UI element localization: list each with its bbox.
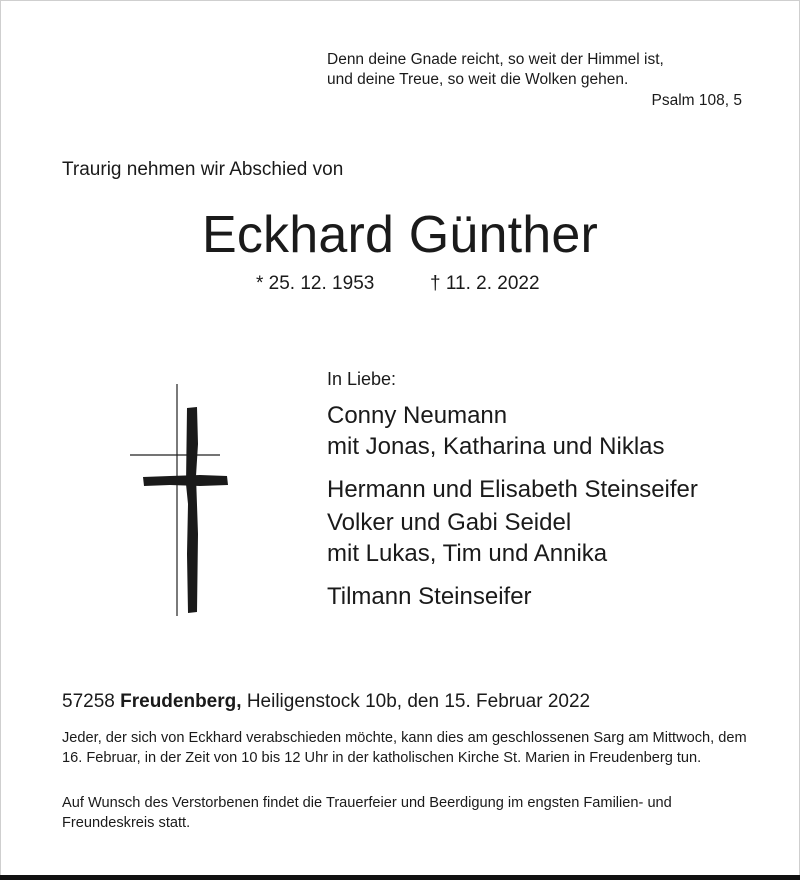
- funeral-notice: Auf Wunsch des Verstorbenen findet die Trauerfeier und Beerdigung im engsten Familien- und Freundeskreis statt.: [62, 795, 672, 831]
- mourners-heading: In Liebe:: [327, 369, 397, 389]
- quote-line: und deine Treue, so weit die Wolken gehen.: [327, 71, 629, 88]
- postcode: 57258: [62, 691, 115, 712]
- mourner-group: [327, 507, 698, 569]
- deceased-name: Eckhard Günther: [201, 206, 599, 264]
- mourner-line: Volker und Gabi Seidel: [327, 509, 572, 536]
- address-rest: Heiligenstock 10b, den 15. Februar 2022: [246, 691, 591, 712]
- mourner-line: mit Jonas, Katharina und Niklas: [327, 433, 665, 460]
- mourner-line: Conny Neumann: [327, 402, 508, 429]
- psalm-quote: [327, 50, 747, 111]
- mourner-group: [327, 400, 698, 462]
- viewing-notice: Jeder, der sich von Eckhard verabschieden möchte, kann dies am geschlossenen Sarg am Mittwoch, dem 16. Februar, in der Zeit von 10 bis 12 Uhr in der katholischen Kirche St. Marien in Freudenberg tun.: [62, 730, 747, 766]
- mourner-line: mit Lukas, Tim und Annika: [327, 540, 608, 567]
- mourner-group: [327, 581, 698, 612]
- mourner-line: Tilmann Steinseifer: [327, 583, 532, 610]
- cross-icon: [130, 384, 230, 616]
- mourner-group: [327, 474, 698, 505]
- intro-text: Traurig nehmen wir Abschied von: [62, 159, 344, 180]
- quote-line: Denn deine Gnade reicht, so weit der Himmel ist,: [327, 51, 664, 68]
- mourner-line: Hermann und Elisabeth Steinseifer: [327, 476, 698, 503]
- city: Freudenberg,: [120, 691, 242, 712]
- quote-source: Psalm 108, 5: [651, 92, 742, 109]
- mourners-list: [327, 400, 698, 624]
- birth-date: * 25. 12. 1953: [256, 273, 375, 294]
- death-date: † 11. 2. 2022: [430, 273, 540, 294]
- bottom-rule: [0, 875, 800, 880]
- address-line: [62, 691, 590, 713]
